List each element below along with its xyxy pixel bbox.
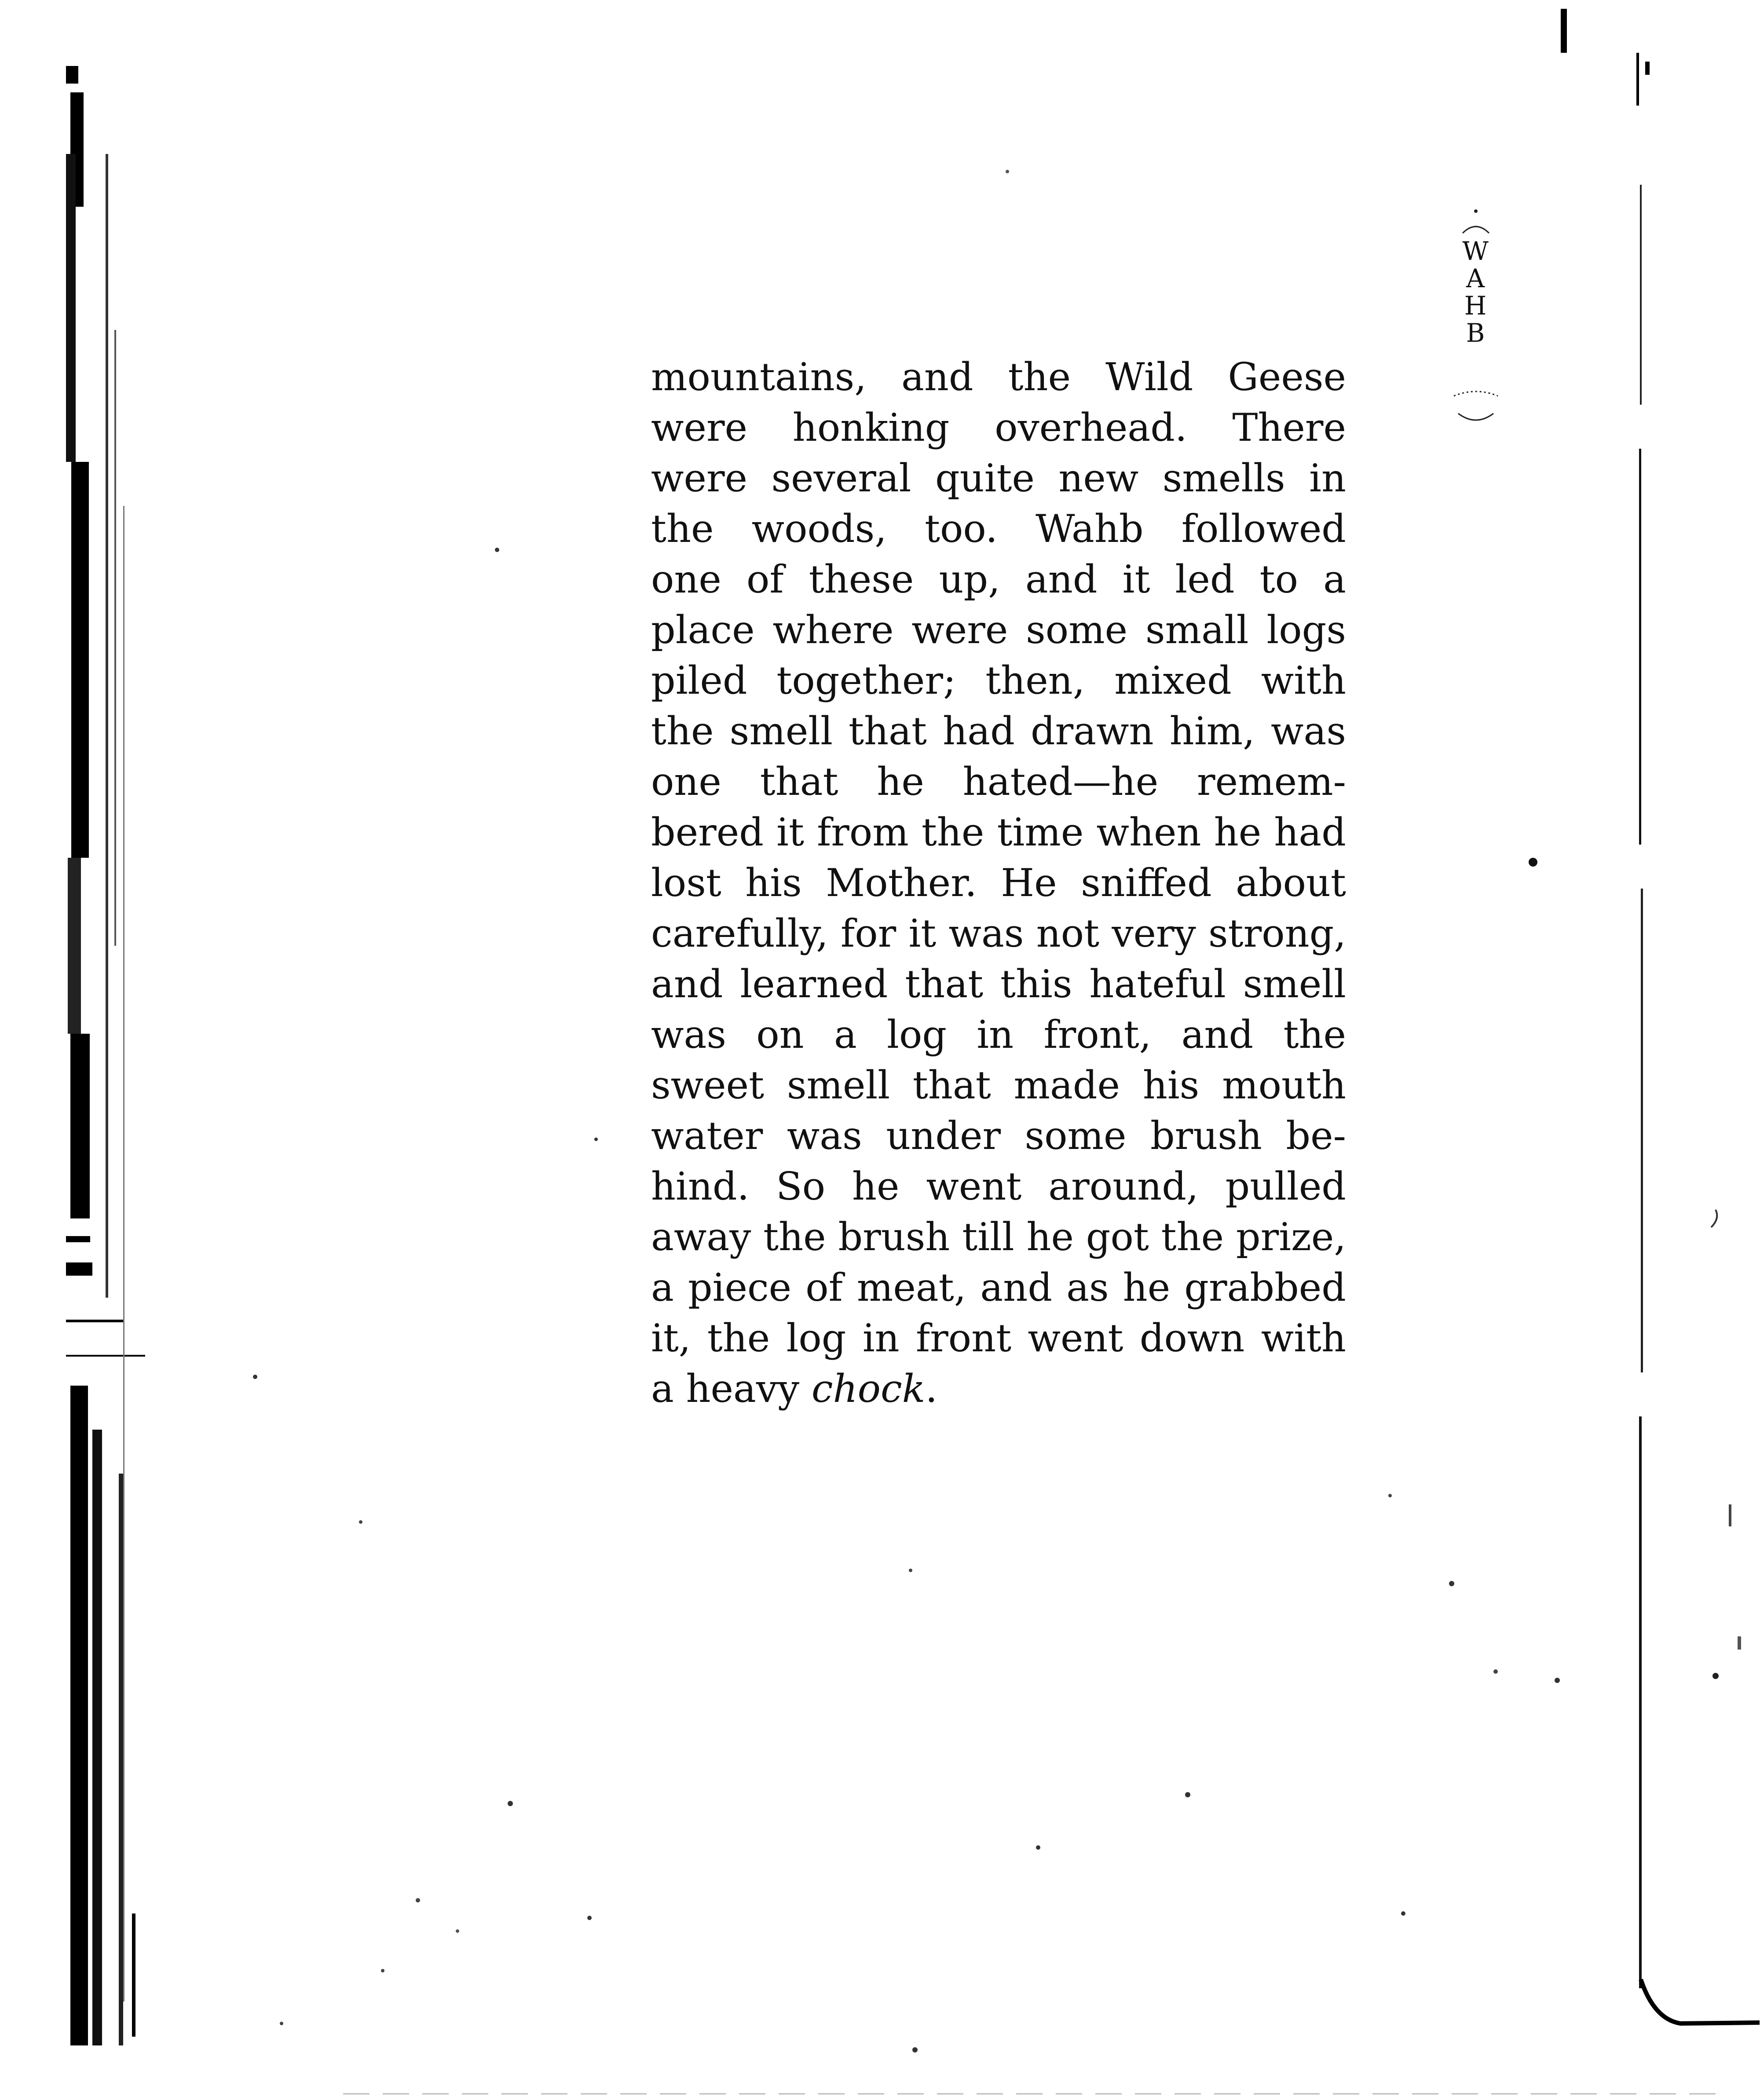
running-head-letter: W [1462,236,1489,266]
text-line: hind. So he went around, pulled [651,1164,1346,1209]
text-line-last [651,1364,1346,1414]
running-head [1441,202,1511,440]
text-line: were honking overhead. There [651,405,1346,450]
text-line: the smell that had drawn him, was [651,709,1346,754]
text-line: were several quite new smells in [651,456,1346,501]
text-line: piled together; then, mixed with [651,658,1346,703]
left-binding-edge [66,66,145,2045]
last-line-italic: chock [811,1366,926,1411]
last-line-suffix: . [925,1366,938,1411]
text-line: carefully, for it was not very strong, [651,911,1346,956]
body-text [651,352,1346,1414]
text-line: water was under some brush be- [651,1113,1346,1158]
last-line-prefix: a heavy [651,1366,812,1411]
running-head-letter: A [1466,263,1485,293]
text-line: away the brush till he got the prize, [651,1215,1346,1259]
right-binding-edge [1628,53,1760,2054]
scan-mark [1561,9,1567,53]
text-line: one that he hated—he remem- [651,759,1346,804]
text-line: was on a log in front, and the [651,1012,1346,1057]
text-line: and learned that this hateful smell [651,962,1346,1006]
running-head-letter: H [1464,291,1487,321]
running-head-letters [1460,238,1491,347]
text-line: a piece of meat, and as he grabbed [651,1265,1346,1310]
text-line: lost his Mother. He sniffed about [651,860,1346,905]
text-line: one of these up, and it led to a [651,557,1346,602]
text-line: bered it from the time when he had [651,810,1346,855]
text-line: mountains, and the Wild Geese [651,355,1346,399]
running-head-letter: B [1466,318,1485,348]
text-line: sweet smell that made his mouth [651,1063,1346,1108]
text-line: it, the log in front went down with [651,1316,1346,1361]
text-line: the woods, too. Wahb followed [651,506,1346,551]
text-line: place where were some small logs [651,607,1346,652]
